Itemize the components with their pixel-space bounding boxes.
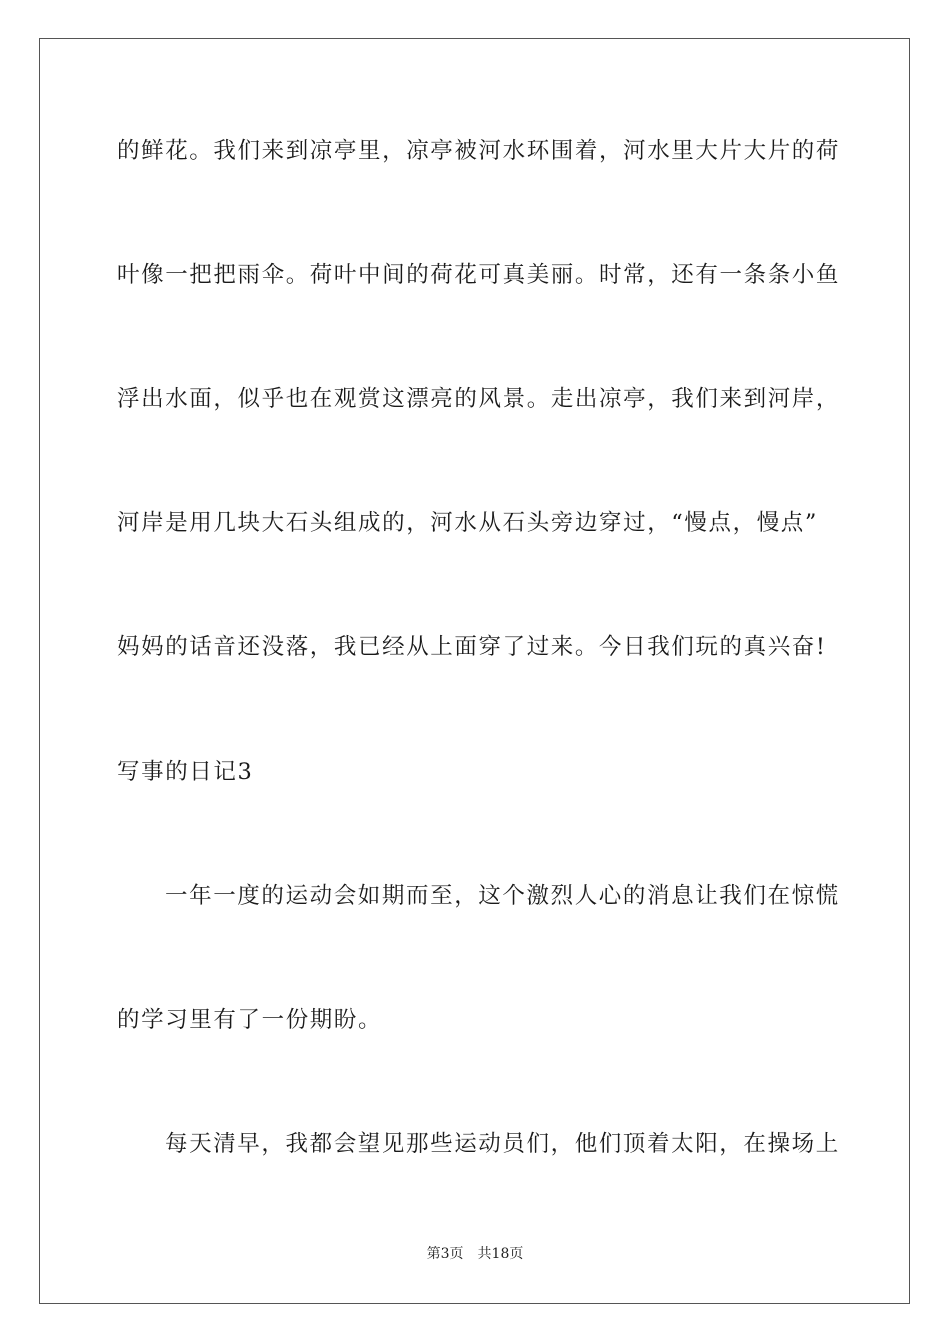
body-line: 妈妈的话音还没落，我已经从上面穿了过来。今日我们玩的真兴奋!: [117, 634, 827, 660]
body-line: 每天清早，我都会望见那些运动员们，他们顶着太阳，在操场上: [165, 1131, 840, 1157]
body-line: 河岸是用几块大石头组成的，河水从石头旁边穿过，“慢点，慢点”: [117, 510, 819, 536]
body-line: 浮出水面，似乎也在观赏这漂亮的风景。走出凉亭，我们来到河岸，: [117, 386, 841, 412]
page-total: 共18页: [477, 1246, 524, 1262]
body-line: 一年一度的运动会如期而至，这个激烈人心的消息让我们在惊慌: [165, 883, 840, 909]
page-footer: [0, 1245, 950, 1263]
body-line: 的学习里有了一份期盼。: [117, 1007, 383, 1033]
body-line: 的鲜花。我们来到凉亭里，凉亭被河水环围着，河水里大片大片的荷: [117, 138, 841, 164]
body-line: 叶像一把把雨伞。荷叶中间的荷花可真美丽。时常，还有一条条小鱼: [117, 262, 841, 288]
page-border: [39, 38, 910, 1304]
page-number: 第3页: [426, 1246, 464, 1262]
section-heading: 写事的日记3: [117, 759, 254, 785]
